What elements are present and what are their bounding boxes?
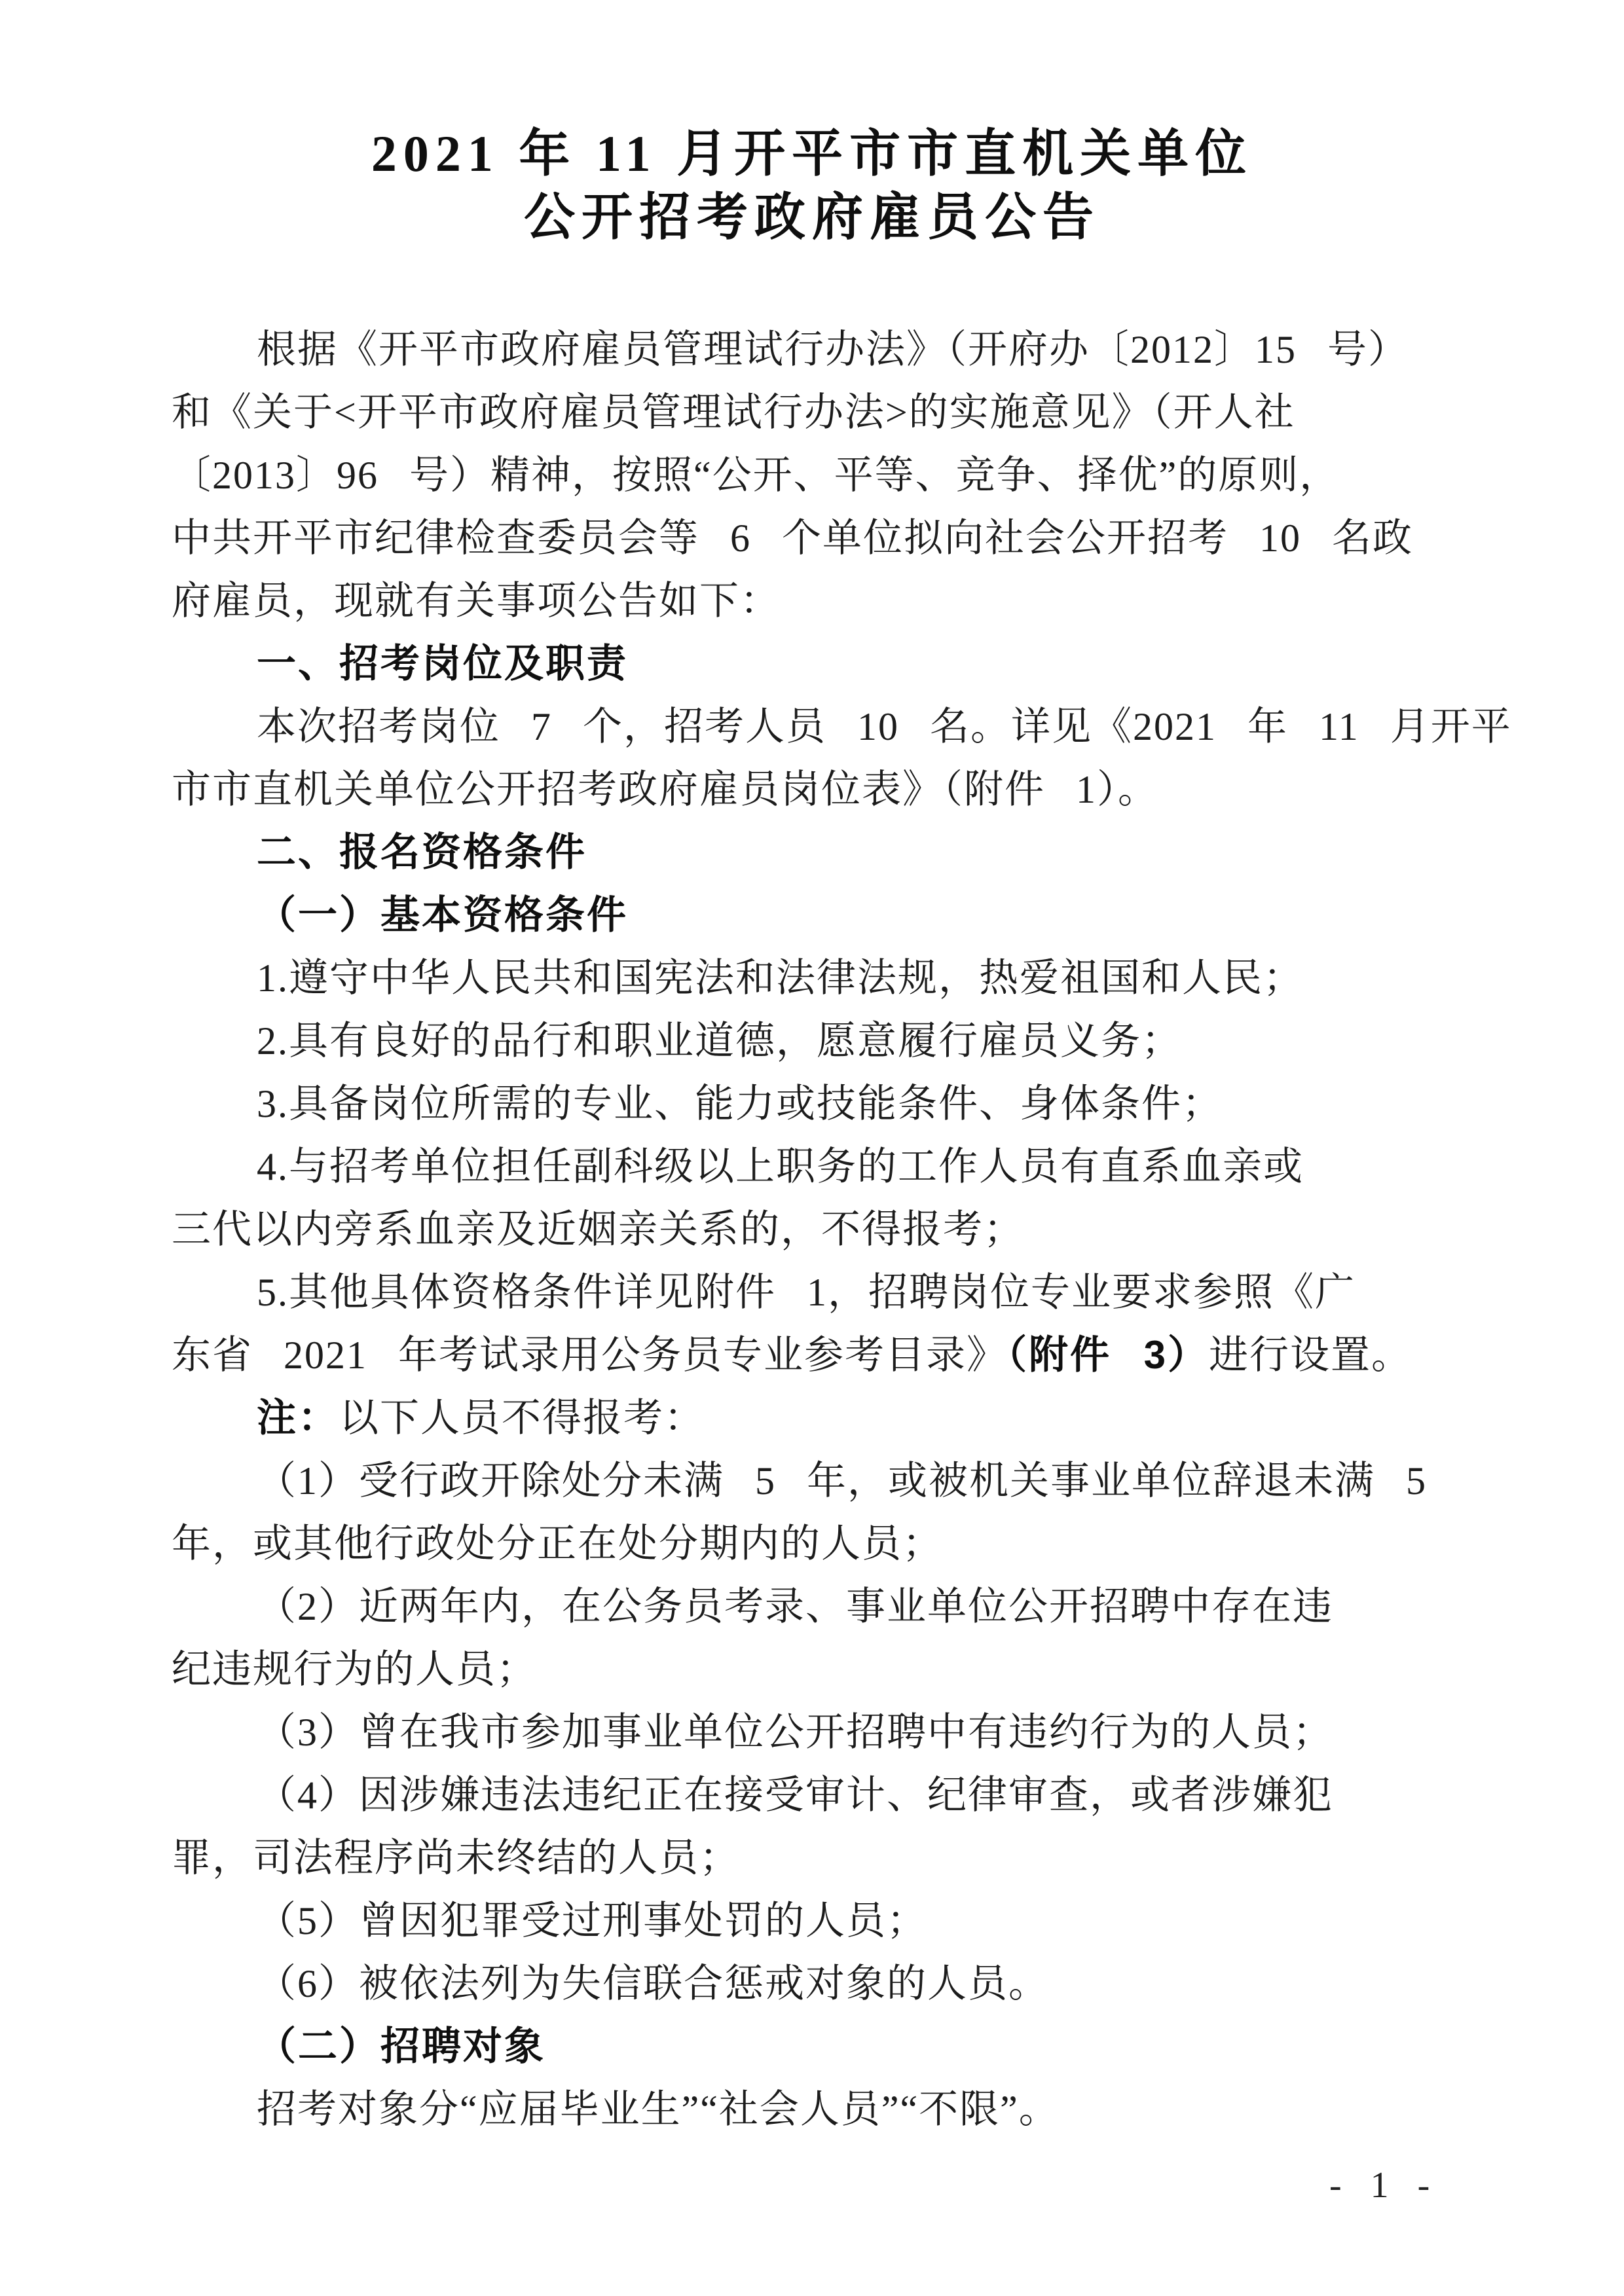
doc-line-text: 罪，司法程序尚未终结的人员； xyxy=(172,1836,740,1880)
doc-line xyxy=(172,758,1465,821)
doc-line-text: 1.遵守中华人民共和国宪法和法律法规，热爱祖国和人民； xyxy=(257,957,1304,1000)
doc-line xyxy=(172,1072,1465,1135)
doc-line xyxy=(172,1010,1465,1072)
doc-heading-2 xyxy=(172,821,1465,884)
doc-line xyxy=(172,1764,1465,1827)
document-title xyxy=(0,122,1624,249)
doc-line-text: （5）曾因犯罪受过刑事处罚的人员； xyxy=(257,1899,927,1942)
doc-line-text: 根据《开平市政府雇员管理试行办法》（开府办〔2012〕15 号） xyxy=(257,328,1409,371)
doc-line xyxy=(172,1701,1465,1764)
doc-line xyxy=(172,947,1465,1010)
doc-line-text: （4）因涉嫌违法违纪正在接受审计、纪律审查，或者涉嫌犯 xyxy=(257,1774,1333,1817)
doc-subheading-text: （一）基本资格条件 xyxy=(257,893,628,937)
doc-subheading-2-1 xyxy=(172,884,1465,947)
doc-line-text: 4.与招考单位担任副科级以上职务的工作人员有直系血亲或 xyxy=(257,1145,1304,1188)
doc-heading-text: 一、招考岗位及职责 xyxy=(257,642,628,685)
doc-subheading-text: （二）招聘对象 xyxy=(257,2024,545,2068)
doc-line xyxy=(172,507,1465,570)
doc-line xyxy=(172,2078,1465,2141)
doc-line-text: 本次招考岗位 7 个，招考人员 10 名。详见《2021 年 11 月开平 xyxy=(257,705,1512,748)
doc-line xyxy=(172,1952,1465,2015)
doc-line-text: （1）受行政开除处分未满 5 年，或被机关事业单位辞退未满 5 xyxy=(257,1459,1427,1503)
doc-line xyxy=(172,1827,1465,1889)
document-body xyxy=(172,318,1512,2141)
doc-line xyxy=(172,695,1512,758)
document-title-line-1: 2021 年 11 月开平市市直机关单位 xyxy=(371,125,1253,182)
doc-line-text: 进行设置。 xyxy=(1209,1334,1412,1377)
doc-line xyxy=(172,1889,1465,1952)
page-number: - 1 - xyxy=(1329,2165,1434,2206)
doc-line xyxy=(172,1198,1465,1261)
doc-line-text: 招考对象分“应届毕业生”“社会人员”“不限”。 xyxy=(257,2088,1060,2131)
doc-line-text: 市市直机关单位公开招考政府雇员岗位表》（附件 1）。 xyxy=(172,768,1158,811)
doc-line xyxy=(172,1575,1465,1638)
doc-note-line xyxy=(172,1387,1465,1449)
doc-line xyxy=(172,444,1465,507)
doc-line xyxy=(172,1512,1465,1575)
doc-line-text: 东省 2021 年考试录用公务员专业参考目录》 xyxy=(172,1334,1007,1377)
doc-line-text: 府雇员，现就有关事项公告如下： xyxy=(172,579,781,623)
doc-line-text: 以下人员不得报考： xyxy=(339,1396,705,1440)
doc-line-text: 中共开平市纪律检查委员会等 6 个单位拟向社会公开招考 10 名政 xyxy=(172,517,1413,560)
doc-line-text: （6）被依法列为失信联合惩戒对象的人员。 xyxy=(257,1962,1049,2005)
doc-line xyxy=(172,381,1465,444)
doc-line-text: 5.其他具体资格条件详见附件 1，招聘岗位专业要求参照《广 xyxy=(257,1271,1356,1314)
doc-note-label: 注： xyxy=(257,1396,339,1440)
doc-line xyxy=(172,1449,1465,1512)
doc-line-text: 纪违规行为的人员； xyxy=(172,1648,537,1691)
document-title-line-2: 公开招考政府雇员公告 xyxy=(523,189,1100,246)
doc-heading-text: 二、报名资格条件 xyxy=(257,830,587,874)
doc-line xyxy=(172,1324,1465,1387)
doc-line xyxy=(172,570,1465,632)
doc-line xyxy=(172,318,1465,381)
doc-line-text: 3.具备岗位所需的专业、能力或技能条件、身体条件； xyxy=(257,1082,1223,1125)
doc-line-text: 2.具有良好的品行和职业道德，愿意履行雇员义务； xyxy=(257,1019,1182,1063)
doc-line-text: 三代以内旁系血亲及近姻亲关系的，不得报考； xyxy=(172,1208,1024,1251)
doc-subheading-2-2 xyxy=(172,2015,1465,2078)
doc-line xyxy=(172,1638,1465,1701)
doc-attachment-ref: （附件 3） xyxy=(1007,1333,1209,1377)
doc-line-text: 〔2013〕96 号）精神，按照“公开、平等、竞争、择优”的原则， xyxy=(172,454,1340,497)
doc-line xyxy=(172,1135,1465,1198)
doc-line-text: 年，或其他行政处分正在处分期内的人员； xyxy=(172,1522,943,1565)
doc-heading-1 xyxy=(172,632,1465,695)
doc-line xyxy=(172,1261,1465,1324)
doc-line-text: （2）近两年内，在公务员考录、事业单位公开招聘中存在违 xyxy=(257,1585,1333,1628)
doc-line-text: 和《关于<开平市政府雇员管理试行办法>的实施意见》（开人社 xyxy=(172,391,1295,434)
doc-line-text: （3）曾在我市参加事业单位公开招聘中有违约行为的人员； xyxy=(257,1711,1333,1754)
